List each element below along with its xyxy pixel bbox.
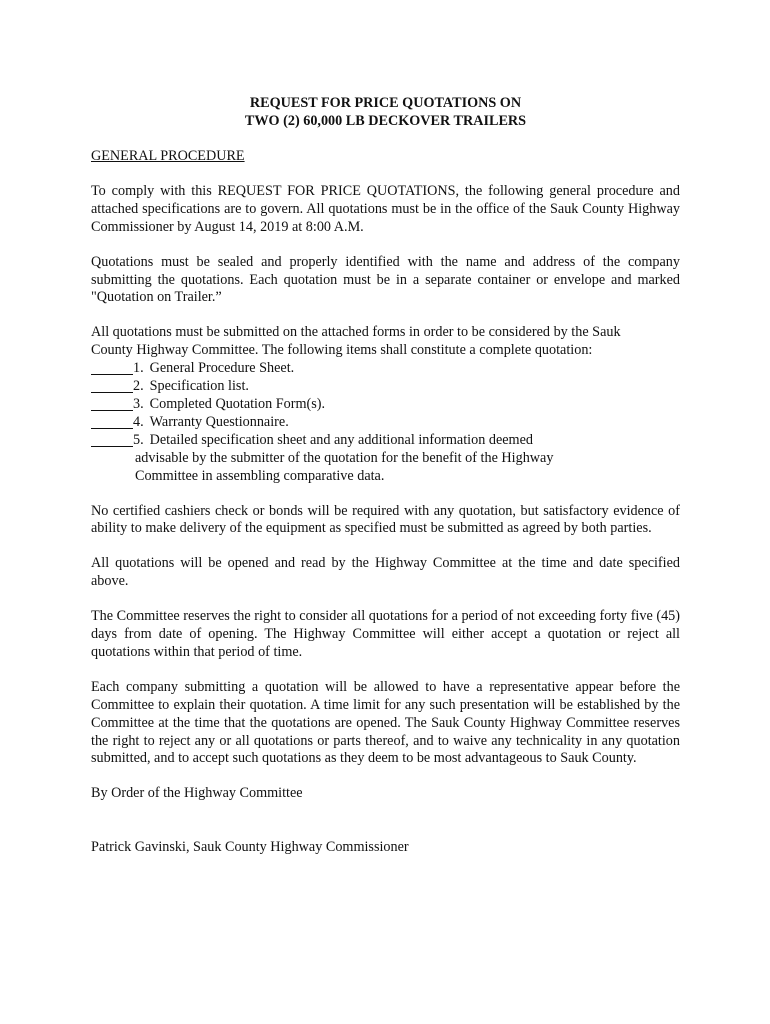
paragraph-forms-line-1: All quotations must be submitted on the attached forms in order to be considered by the Sauk bbox=[91, 324, 621, 341]
checklist-text bbox=[150, 432, 680, 450]
paragraph-opening: All quotations will be opened and read by the Highway Committee at the time and date specified above. bbox=[91, 555, 680, 590]
document-body bbox=[91, 94, 680, 857]
checklist-blank bbox=[91, 432, 133, 447]
checklist-blank bbox=[91, 414, 133, 429]
list-item bbox=[91, 432, 680, 450]
checklist-blank bbox=[91, 396, 133, 411]
title-line-2: TWO (2) 60,000 LB DECKOVER TRAILERS bbox=[244, 113, 527, 129]
checklist-number: 5. bbox=[133, 431, 144, 448]
signature-line: Patrick Gavinski, Sauk County Highway Commissioner bbox=[91, 839, 409, 856]
paragraph-sealing: Quotations must be sealed and properly identified with the name and address of the company submitting the quotations. Each quotation must be in a separate container or envelope and marked "Quotation on Trailer.” bbox=[91, 253, 680, 306]
checklist-item-5-continuation bbox=[135, 450, 680, 486]
paragraph-representative: Each company submitting a quotation will be allowed to have a representative appear before the Committee to explain their quotation. A time limit for any such presentation will be established by the Committee at the time that the quotations are opened. The Sauk County Highway Committee reserves the right to reject any or all quotations or parts thereof, and to waive any technicality in any quotation submitted, and to accept such quotations as they deem to be most advantageous to Sauk County. bbox=[91, 678, 680, 767]
checklist-item-5-line-3: Committee in assembling comparative data. bbox=[135, 467, 385, 484]
paragraph-bonds: No certified cashiers check or bonds will be required with any quotation, but satisfactory evidence of ability to make delivery of the equipment as specified must be submitted as agreed by both parties. bbox=[91, 502, 680, 537]
checklist-number: 3. bbox=[133, 395, 144, 412]
checklist-number: 1. bbox=[133, 360, 144, 377]
checklist-text: General Procedure Sheet. bbox=[149, 360, 295, 377]
paragraph-intro: To comply with this REQUEST FOR PRICE QUOTATIONS, the following general procedure and attached specifications are to govern. All quotations must be in the office of the Sauk County Highway Commissioner by August 14, 2019 at 8:00 A.M. bbox=[91, 182, 680, 235]
checklist-item-5-line-2: advisable by the submitter of the quotation for the benefit of the Highway bbox=[135, 449, 554, 466]
list-item bbox=[91, 378, 680, 396]
checklist-text: Specification list. bbox=[149, 378, 249, 395]
checklist-number: 2. bbox=[133, 378, 144, 395]
checklist-item-5-line-1: Detailed specification sheet and any additional information deemed bbox=[149, 431, 533, 448]
checklist-blank bbox=[91, 360, 133, 375]
checklist-blank bbox=[91, 378, 133, 393]
list-item bbox=[91, 360, 680, 378]
paragraph-forms bbox=[91, 324, 680, 360]
section-heading: GENERAL PROCEDURE bbox=[91, 148, 245, 164]
document-title bbox=[91, 94, 680, 130]
checklist-text: Completed Quotation Form(s). bbox=[149, 395, 325, 412]
checklist bbox=[91, 360, 680, 450]
checklist-text: Warranty Questionnaire. bbox=[149, 413, 289, 430]
list-item bbox=[91, 396, 680, 414]
paragraph-forms-line-2: County Highway Committee. The following items shall constitute a complete quotation: bbox=[91, 342, 593, 359]
list-item bbox=[91, 414, 680, 432]
paragraph-review-period: The Committee reserves the right to consider all quotations for a period of not exceeding forty five (45) days from date of opening. The Highway Committee will either accept a quotation or reject all quotations within that period of time. bbox=[91, 608, 680, 660]
paragraph-order: By Order of the Highway Committee bbox=[91, 785, 303, 802]
title-line-1: REQUEST FOR PRICE QUOTATIONS ON bbox=[249, 95, 522, 111]
checklist-number: 4. bbox=[133, 413, 144, 430]
